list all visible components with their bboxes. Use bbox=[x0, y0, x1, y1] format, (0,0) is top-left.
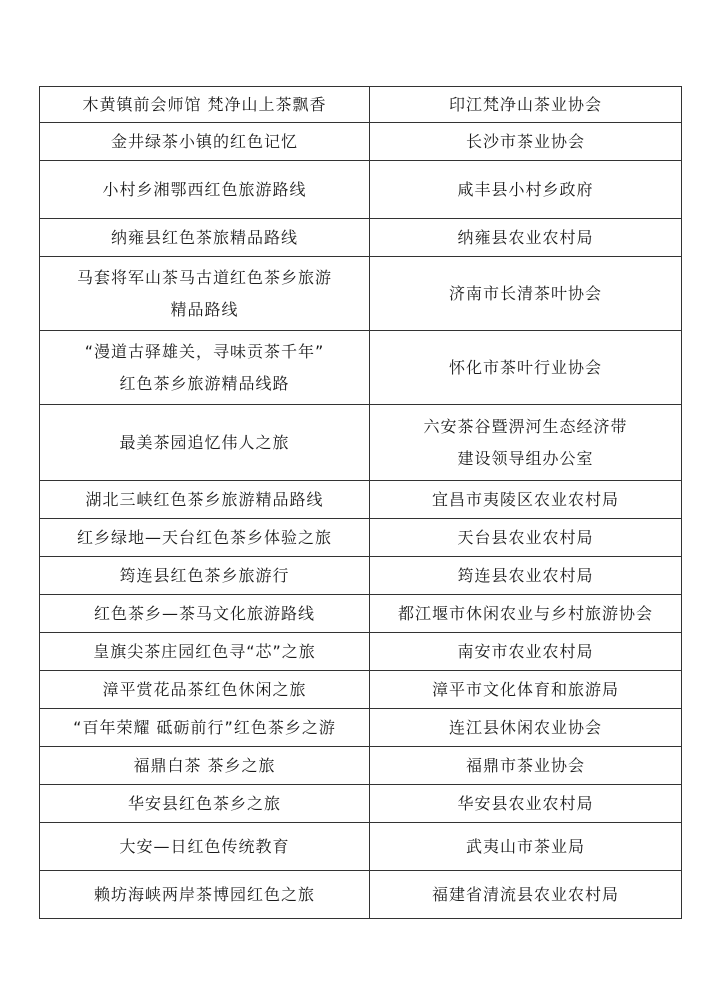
route-name-cell bbox=[40, 331, 370, 405]
route-name-cell bbox=[40, 747, 370, 785]
table-row bbox=[40, 871, 682, 919]
route-name-cell bbox=[40, 219, 370, 257]
organization-text: 长沙市茶业协会 bbox=[465, 131, 585, 151]
route-name-text: “漫道古驿雄关，寻味贡茶千年” bbox=[84, 341, 325, 361]
table-row bbox=[40, 161, 682, 219]
route-name-text: 赖坊海峡两岸茶博园红色之旅 bbox=[93, 884, 315, 904]
organization-text: 筠连县农业农村局 bbox=[457, 565, 594, 585]
route-name-cell bbox=[40, 871, 370, 919]
route-name-cell bbox=[40, 595, 370, 633]
route-name-text: 漳平赏花品茶红色休闲之旅 bbox=[102, 679, 307, 699]
organization-cell bbox=[370, 331, 682, 405]
organization-cell bbox=[370, 405, 682, 481]
route-name-cell bbox=[40, 823, 370, 871]
route-name-cell bbox=[40, 671, 370, 709]
route-name-text: 湖北三峡红色茶乡旅游精品路线 bbox=[85, 489, 324, 509]
organization-text: 咸丰县小村乡政府 bbox=[457, 179, 594, 199]
organization-text: 纳雍县农业农村局 bbox=[457, 227, 594, 247]
table-row bbox=[40, 123, 682, 161]
organization-cell bbox=[370, 871, 682, 919]
organization-text: 印江梵净山茶业协会 bbox=[448, 94, 602, 114]
route-name-text: 精品路线 bbox=[170, 299, 239, 319]
route-name-text: “百年荣耀 砥砺前行”红色茶乡之游 bbox=[73, 717, 336, 737]
route-name-cell bbox=[40, 161, 370, 219]
organization-text: 漳平市文化体育和旅游局 bbox=[431, 679, 619, 699]
organization-text: 建设领导组办公室 bbox=[457, 448, 594, 468]
table-row bbox=[40, 671, 682, 709]
organization-cell bbox=[370, 519, 682, 557]
route-name-cell bbox=[40, 257, 370, 331]
organization-text: 宜昌市夷陵区农业农村局 bbox=[431, 489, 619, 509]
route-name-text: 纳雍县红色茶旅精品路线 bbox=[110, 227, 298, 247]
routes-table-body bbox=[40, 87, 682, 919]
route-name-text: 金井绿茶小镇的红色记忆 bbox=[110, 131, 298, 151]
route-name-cell bbox=[40, 633, 370, 671]
organization-cell bbox=[370, 123, 682, 161]
route-name-text: 福鼎白茶 茶乡之旅 bbox=[133, 755, 276, 775]
routes-table bbox=[39, 86, 682, 919]
organization-cell bbox=[370, 747, 682, 785]
route-name-cell bbox=[40, 557, 370, 595]
organization-text: 武夷山市茶业局 bbox=[465, 836, 585, 856]
table-row bbox=[40, 519, 682, 557]
organization-cell bbox=[370, 633, 682, 671]
organization-cell bbox=[370, 709, 682, 747]
route-name-text: 小村乡湘鄂西红色旅游路线 bbox=[102, 179, 307, 199]
organization-cell bbox=[370, 595, 682, 633]
route-name-text: 皇旗尖茶庄园红色寻“芯”之旅 bbox=[93, 641, 316, 661]
table-row bbox=[40, 87, 682, 123]
organization-cell bbox=[370, 87, 682, 123]
organization-text: 华安县农业农村局 bbox=[457, 793, 594, 813]
organization-cell bbox=[370, 557, 682, 595]
route-name-cell bbox=[40, 87, 370, 123]
route-name-cell bbox=[40, 405, 370, 481]
table-row bbox=[40, 331, 682, 405]
route-name-cell bbox=[40, 519, 370, 557]
organization-text: 南安市农业农村局 bbox=[457, 641, 594, 661]
table-row bbox=[40, 823, 682, 871]
organization-cell bbox=[370, 823, 682, 871]
organization-text: 连江县休闲农业协会 bbox=[448, 717, 602, 737]
organization-text: 福鼎市茶业协会 bbox=[465, 755, 585, 775]
route-name-text: 红色茶乡—茶马文化旅游路线 bbox=[93, 603, 315, 623]
route-name-text: 马套将军山茶马古道红色茶乡旅游 bbox=[76, 267, 332, 287]
organization-cell bbox=[370, 161, 682, 219]
table-row bbox=[40, 557, 682, 595]
organization-cell bbox=[370, 671, 682, 709]
table-row bbox=[40, 219, 682, 257]
organization-cell bbox=[370, 785, 682, 823]
organization-cell bbox=[370, 481, 682, 519]
route-name-cell bbox=[40, 481, 370, 519]
organization-cell bbox=[370, 219, 682, 257]
table-row bbox=[40, 747, 682, 785]
table-row bbox=[40, 481, 682, 519]
organization-cell bbox=[370, 257, 682, 331]
route-name-cell bbox=[40, 785, 370, 823]
route-name-text: 最美茶园追忆伟人之旅 bbox=[119, 432, 290, 452]
route-name-text: 筠连县红色茶乡旅游行 bbox=[119, 565, 290, 585]
route-name-text: 红色茶乡旅游精品线路 bbox=[119, 373, 290, 393]
table-row bbox=[40, 785, 682, 823]
table-row bbox=[40, 405, 682, 481]
route-name-text: 红乡绿地—天台红色茶乡体验之旅 bbox=[76, 527, 332, 547]
route-name-cell bbox=[40, 709, 370, 747]
organization-text: 都江堰市休闲农业与乡村旅游协会 bbox=[397, 603, 653, 623]
organization-text: 济南市长清茶叶协会 bbox=[448, 283, 602, 303]
table-row bbox=[40, 595, 682, 633]
organization-text: 天台县农业农村局 bbox=[457, 527, 594, 547]
route-name-text: 大安—日红色传统教育 bbox=[119, 836, 290, 856]
organization-text: 怀化市茶叶行业协会 bbox=[448, 357, 602, 377]
table-row bbox=[40, 257, 682, 331]
route-name-text: 木黄镇前会师馆 梵净山上茶飘香 bbox=[82, 94, 327, 114]
route-name-cell bbox=[40, 123, 370, 161]
organization-text: 六安茶谷暨淠河生态经济带 bbox=[423, 416, 628, 436]
table-row bbox=[40, 709, 682, 747]
route-name-text: 华安县红色茶乡之旅 bbox=[127, 793, 281, 813]
organization-text: 福建省清流县农业农村局 bbox=[431, 884, 619, 904]
table-row bbox=[40, 633, 682, 671]
